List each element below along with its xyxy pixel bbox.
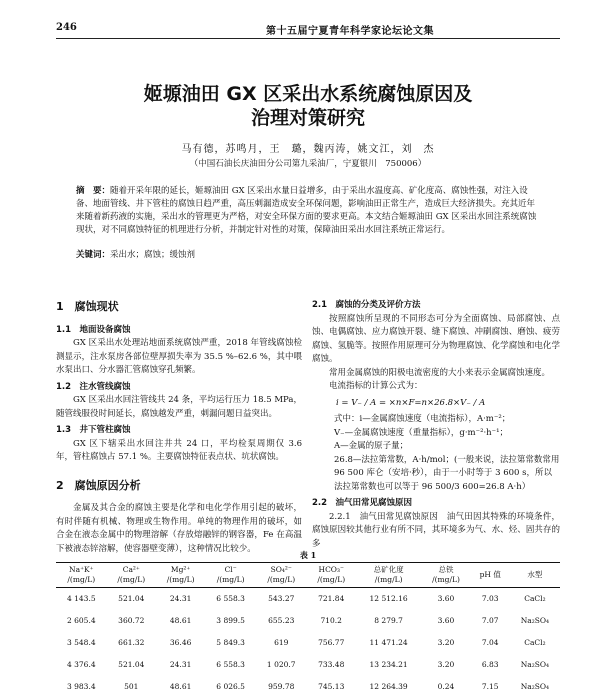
table-row — [56, 610, 560, 632]
left-column — [56, 296, 302, 556]
table-cell: 521.04 — [118, 660, 145, 669]
section-2-title: 2 腐蚀原因分析 — [56, 478, 141, 492]
section-1-2-text: GX 区采出水回注管线共 24 条，平均运行压力 18.5 MPa，随管线服役时间延长，腐蚀越发严重，刺漏问题日益突出。 — [56, 395, 302, 419]
table-cell: 3.20 — [437, 638, 455, 647]
keywords-text: 采出水；腐蚀；缓蚀剂 — [110, 250, 196, 260]
col-header-text: /(mg/L) — [432, 575, 460, 584]
table-cell: 48.61 — [169, 616, 192, 625]
table-cell: 36.46 — [169, 638, 192, 647]
table-cell: 543.27 — [268, 594, 295, 604]
section-2-1-title: 2.1 腐蚀的分类及评价方法 — [312, 300, 421, 310]
col-header-text: pH 值 — [479, 570, 501, 579]
table-cell: 8 279.7 — [374, 616, 403, 625]
col-header-text: Ca²⁺ — [122, 565, 140, 574]
section-2-text: 金属及其合金的腐蚀主要是化学和电化学作用引起的破坏，有时伴随有机械、物理或生物作用。单纯的物理作用的破坏，如合金在液态金属中的物理溶解（存放熔融锌的钢容器，Fe 在高温下被液态锌溶解，使容器壁变薄），这种情况比较少。 — [56, 503, 302, 554]
table-cell: 745.13 — [307, 676, 356, 693]
table-cell: 13 234.21 — [369, 660, 408, 669]
table-cell: Na₂SO₄ — [510, 676, 560, 693]
col-header — [471, 563, 510, 588]
section-1-2-title: 1.2 注水管线腐蚀 — [56, 381, 131, 392]
table-cell: 24.31 — [169, 594, 192, 604]
table-cell: 6 026.5 — [205, 676, 256, 693]
col-header-text: Na⁺K⁺ — [69, 565, 94, 574]
table-cell: 6 558.3 — [216, 594, 245, 604]
col-header-text: HCO₃⁻ — [318, 565, 344, 574]
authors: 马有德，苏鸣月，王 璐，魏丙涛，姚文江，刘 杰 — [181, 144, 435, 155]
col-header-text: Cl⁻ — [224, 565, 237, 574]
table-cell: CaCl₂ — [524, 638, 546, 647]
col-header — [307, 563, 356, 588]
table-cell: 3 548.4 — [66, 638, 96, 647]
table-cell: 3.60 — [437, 616, 455, 625]
section-1-3-text: GX 区下辖采出水回注井共 24 口，平均检泵周期仅 3.6 年，管柱腐蚀占 57.1 %。主要腐蚀特征表点状、坑状腐蚀。 — [56, 438, 302, 462]
table-cell: 661.32 — [118, 638, 145, 647]
col-header-text: Mg²⁺ — [170, 565, 191, 574]
col-header-text: /(mg/L) — [166, 575, 195, 584]
table-cell: 0.24 — [421, 676, 470, 693]
table-cell: 24.31 — [169, 660, 192, 669]
abstract — [76, 185, 542, 237]
table-cell: 2 605.4 — [66, 616, 96, 625]
table-cell: 12 264.39 — [356, 676, 421, 693]
table-cell: 6 558.3 — [216, 660, 245, 669]
table-cell: 3.20 — [437, 660, 455, 669]
table-cell: 619 — [274, 638, 289, 647]
table-cell: CaCl₂ — [524, 594, 546, 604]
col-header-text: SO₄²⁻ — [270, 565, 292, 574]
abstract-text: 随着开采年限的延长，姬塬油田 GX 区采出水量日益增多，由于采出水温度高、矿化度高、腐蚀性强，对注入设备、地面管线、井下管柱的腐蚀日趋严重，高压刺漏造成安全环保问题，影响油田正常生产，造成巨大经济损失。充其近年来随着新药液的实施，采出水的管理更为严格，对安全环保方面的要求更高。本文结合姬塬油田 GX 区采出水回注系统腐蚀现状，对不同腐蚀特征的机理进行分析，并制定针对性的对策，保障油田采出水回注系统正常运行。 — [76, 186, 537, 235]
col-header-text: /(mg/L) — [317, 575, 346, 584]
formula-desc-1: 式中：i—金属腐蚀速度（电流指标），A·m⁻²； — [334, 414, 511, 424]
table-cell: 501 — [107, 676, 156, 693]
table-caption: 表 1 — [299, 550, 317, 560]
table-cell: 7.04 — [481, 638, 499, 647]
table-cell: 733.48 — [318, 660, 345, 669]
section-1-title: 1 腐蚀现状 — [56, 300, 119, 313]
section-1-1-text: GX 区采出水处理站地面系统腐蚀严重，2018 年管线腐蚀检测显示，注水泵房各部位壁厚损失率为 35.5 %–62.6 %，其中喂水泵出口、分水器汇管腐蚀穿孔频繁。 — [56, 338, 302, 375]
col-header-text: 总铁 — [438, 565, 454, 574]
table-cell: 756.77 — [318, 638, 345, 647]
section-2-1-text-2: 常用金属腐蚀的阳极电流密度的大小来表示金属腐蚀速度。 — [329, 367, 551, 378]
section-2-2-title: 2.2 油气田常见腐蚀原因 — [312, 498, 413, 508]
table-cell: 710.2 — [320, 616, 342, 625]
section-2-1-text-1: 按照腐蚀所呈现的不同形态可分为全面腐蚀、局部腐蚀、点蚀、电偶腐蚀、应力腐蚀开裂、缝下腐蚀、冲刷腐蚀、磨蚀、疲劳腐蚀、氢脆等。按照作用原理可分为物理腐蚀、化学腐蚀和电化学腐蚀。 — [312, 313, 560, 364]
formula-desc-2: V₋—金属腐蚀速度（重量指标），g·m⁻²·h⁻¹； — [334, 427, 509, 438]
table-header-row — [56, 563, 560, 588]
abstract-label: 摘 要： — [76, 186, 111, 196]
table-cell: 4 376.4 — [66, 660, 96, 669]
section-1-3-title: 1.3 井下管柱腐蚀 — [56, 425, 131, 435]
col-header-text: /(mg/L) — [216, 575, 245, 584]
table-cell: Na₂SO₄ — [520, 616, 550, 625]
table-cell: 4 143.5 — [66, 594, 96, 604]
corrosion-formula: i = V₋ / A = ×n×F=n×26.8×V₋ / A — [336, 397, 486, 408]
section-2-1-text-3: 电流指标的计算公式为： — [329, 381, 423, 391]
table-row — [56, 632, 560, 654]
keywords-label: 关键词： — [76, 250, 111, 260]
col-header — [56, 563, 107, 588]
col-header — [421, 563, 470, 588]
col-header-text: 总矿化度 — [373, 565, 404, 574]
table-cell: 3.60 — [437, 594, 455, 604]
table-row — [56, 588, 560, 610]
journal-name: 第十五届宁夏青年科学家论坛论文集 — [266, 26, 434, 37]
affiliation: （中国石油长庆油田分公司第九采油厂，宁夏银川 750006） — [189, 159, 427, 169]
table-cell: 12 512.16 — [369, 594, 408, 604]
table-cell: Na₂SO₄ — [520, 660, 550, 669]
table-cell: 360.72 — [118, 616, 145, 625]
table-cell: 11 471.24 — [369, 638, 408, 647]
page-number: 246 — [56, 22, 77, 33]
table-cell: 3 899.5 — [216, 616, 245, 625]
formula-desc-4: 26.8—法拉第常数，A·h/mol；(一般来说，法拉第常数常用 96 500 库仑（安培·秒），由于一小时等于 3 600 s，所以法拉第常数也可以等于 96 500/3 600=26.8 A·h） — [334, 454, 560, 492]
col-header-text: /(mg/L) — [267, 575, 296, 584]
right-column — [312, 296, 560, 551]
table-cell: 959.78 — [256, 676, 307, 693]
header-rule — [56, 38, 560, 39]
table-cell: 7.15 — [471, 676, 510, 693]
col-header-text: /(mg/L) — [374, 575, 403, 584]
table-row — [56, 654, 560, 676]
table-cell: 5 849.3 — [216, 638, 245, 647]
col-header — [256, 563, 307, 588]
table-cell: 721.84 — [318, 594, 345, 604]
col-header-text: 水型 — [527, 570, 543, 579]
water-quality-table — [56, 562, 560, 693]
col-header-text: /(mg/L) — [67, 575, 96, 584]
col-header — [356, 563, 421, 588]
formula-desc-3: A—金属的原子量； — [334, 441, 409, 451]
table-cell: 6.83 — [481, 660, 499, 669]
col-header — [107, 563, 156, 588]
title-line-1: 姬塬油田 GX 区采出水系统腐蚀原因及 — [143, 83, 473, 105]
table-cell: 7.03 — [481, 594, 499, 604]
table-cell: 48.61 — [156, 676, 205, 693]
table-cell: 1 020.7 — [266, 660, 296, 669]
paper-title — [56, 82, 560, 130]
col-header — [156, 563, 205, 588]
col-header-text: /(mg/L) — [117, 575, 146, 584]
section-2-2-1-text: 2.2.1 油气田常见腐蚀原因 油气田因其特殊的环境条件，腐蚀原因较其他行业有所不同，其环境多为气、水、烃、固共存的多 — [312, 511, 560, 549]
section-1-1-title: 1.1 地面设备腐蚀 — [56, 324, 131, 335]
keywords — [76, 248, 542, 260]
running-header — [56, 22, 560, 38]
table-row — [56, 676, 560, 693]
col-header — [510, 563, 560, 588]
table-cell: 3 983.4 — [56, 676, 107, 693]
table-cell: 521.04 — [118, 594, 145, 604]
title-line-2: 治理对策研究 — [250, 107, 365, 129]
col-header — [205, 563, 256, 588]
table-cell: 7.07 — [481, 616, 499, 625]
table-cell: 655.23 — [268, 616, 295, 625]
